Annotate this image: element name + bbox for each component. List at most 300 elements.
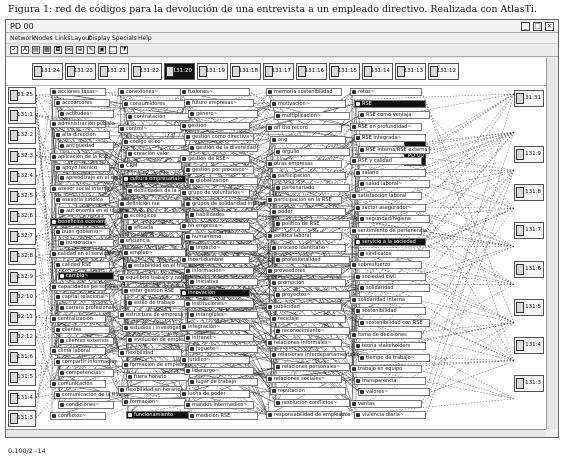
code-icon [128,413,132,417]
code-node[interactable] [354,273,426,281]
code-node[interactable] [118,200,182,208]
code-node[interactable] [118,311,182,319]
code-icon [56,166,60,170]
code-node[interactable] [50,347,106,355]
doc-icon[interactable]: ▤ [32,46,40,54]
code-label: intangibles~ [196,312,228,318]
link-line [430,358,514,361]
primary-doc-132-5[interactable] [8,188,36,205]
code-icon [272,317,276,321]
code-node[interactable] [118,88,182,96]
code-node[interactable] [350,296,422,304]
primary-doc-131-14[interactable] [362,63,393,80]
doc-label: 131:16 [305,68,324,74]
code-node[interactable] [350,331,422,339]
title-bar [6,20,558,33]
code-node[interactable] [58,142,114,150]
code-node[interactable] [122,398,186,406]
link-icon[interactable]: ⋈ [65,46,73,54]
primary-doc-131-5[interactable] [514,299,544,316]
document-icon [10,393,18,404]
code-node[interactable] [50,88,106,96]
document-icon [516,340,524,351]
code-icon [186,269,190,273]
code-node[interactable] [58,272,114,280]
primary-doc-132-3[interactable] [8,148,36,165]
code-node[interactable] [188,278,258,286]
code-label: humanismo [192,234,221,240]
code-label: RSE como ventaja [366,112,411,118]
code-node[interactable] [184,99,254,107]
code-node[interactable] [184,401,254,409]
code-icon [360,356,364,360]
code-icon [186,403,190,407]
code-node[interactable] [184,300,254,308]
code-node[interactable] [58,110,114,118]
code-node[interactable] [188,345,258,353]
code-node[interactable] [358,180,430,188]
code-node[interactable] [54,391,110,399]
menu-nodes[interactable]: Nodes [34,33,53,44]
primary-doc-131-9[interactable] [514,146,544,163]
code-node[interactable] [350,261,422,269]
code-node[interactable] [266,375,342,383]
doc-label: 131:25 [14,92,33,98]
code-icon [356,136,360,140]
code-node[interactable] [118,125,182,133]
status-bar: 0,100/2 -14 [8,446,46,456]
code-node[interactable] [274,399,350,407]
check-icon[interactable]: ✓ [10,46,18,54]
code-label: salud laboral~ [366,181,402,187]
code-node[interactable] [270,387,346,395]
code-label: equilibrio trabajo y no trabajo [126,275,200,281]
doc-label: 132:3 [17,153,33,159]
code-icon [272,138,276,142]
code-icon [352,90,356,94]
code-node[interactable] [274,148,350,156]
primary-doc-131-31[interactable] [514,90,544,107]
code-node[interactable] [266,339,342,347]
code-node[interactable] [354,411,426,419]
node-icon[interactable]: ◘ [54,46,62,54]
primary-doc-131-4[interactable] [8,390,36,407]
code-node[interactable] [58,239,114,247]
code-label: clientes [62,327,81,333]
primary-doc-131-1[interactable] [8,107,36,124]
code-icon [60,209,64,213]
code-label: conflictos~ [58,413,86,419]
code-label: hh empresa~ [188,223,222,229]
vertical-scrollbar[interactable] [546,58,557,429]
code-node[interactable] [122,287,186,295]
code-node[interactable] [350,400,422,408]
code-node[interactable] [184,334,254,342]
code-label: grupo de voluntarios~ [188,190,244,196]
code-node[interactable] [358,111,430,119]
code-node[interactable] [180,189,250,197]
code-node[interactable] [266,303,342,311]
code-icon [352,333,356,337]
menu-layout[interactable]: Layout [71,33,91,44]
code-node[interactable] [58,207,114,215]
code-node[interactable] [188,110,258,118]
code-node[interactable] [118,237,182,245]
code-icon [56,198,60,202]
code-node[interactable] [126,373,190,381]
code-node[interactable] [180,323,250,331]
code-icon [276,365,280,369]
code-label: control~ [126,126,148,132]
code-node[interactable] [50,412,106,420]
code-label: satisfacción laboral [358,193,406,199]
primary-doc-132-8[interactable] [8,248,36,265]
code-node[interactable] [54,131,110,139]
primary-doc-131-6[interactable] [514,261,544,278]
code-node[interactable] [184,133,254,141]
code-node[interactable] [118,386,182,394]
code-icon [120,313,124,317]
code-node[interactable] [50,185,106,193]
code-icon [52,382,56,386]
document-icon [10,312,18,323]
code-label: estilo de trabajo [134,300,175,306]
document-row [6,58,546,86]
code-node[interactable] [358,388,430,396]
code-node[interactable] [180,289,250,297]
code-node[interactable] [358,284,430,292]
code-node[interactable] [180,122,250,130]
code-node[interactable] [274,363,350,371]
code-label: flexibilidad [126,350,153,356]
primary-doc-131-16[interactable] [296,63,327,80]
code-node[interactable] [350,365,422,373]
code-node[interactable] [58,304,114,312]
code-node[interactable] [350,123,422,131]
code-node[interactable] [54,196,110,204]
primary-doc-131-15[interactable] [329,63,360,80]
code-label: aprendizaje en el empleo [66,175,129,181]
code-node[interactable] [188,144,258,152]
menu-links[interactable]: Links [55,33,70,44]
code-icon [268,269,272,273]
code-node[interactable] [188,211,258,219]
code-icon [182,224,186,228]
primary-doc-131-6[interactable] [8,349,36,366]
menu-network[interactable]: Network [10,33,35,44]
zoom-icon[interactable]: ⊕ [76,46,84,54]
code-node[interactable] [122,138,186,146]
code-node[interactable] [50,218,106,226]
layout-icon[interactable]: ▣ [98,46,106,54]
code-node[interactable] [358,215,430,223]
code-label: off the record [274,125,308,131]
code-node[interactable] [274,291,350,299]
code-node[interactable] [270,351,346,359]
code-label: eficacia [134,225,153,231]
code-label: relaciones personales~ [282,364,341,370]
code-node[interactable] [126,336,190,344]
code-node[interactable] [358,319,430,327]
code-node[interactable] [180,356,250,364]
code-node[interactable] [354,307,426,315]
document-icon [10,151,18,162]
code-node[interactable] [50,153,106,161]
code-node[interactable] [122,249,186,257]
code-node[interactable] [54,99,110,107]
code-node[interactable] [266,88,342,96]
primary-doc-131-20[interactable] [164,63,195,80]
code-label: multiplicación~ [282,113,321,119]
horizontal-scrollbar[interactable] [6,429,546,437]
code-node[interactable] [354,377,426,385]
code-node[interactable] [58,369,114,377]
code-label: RSE en profundidad~ [358,124,412,130]
primary-doc-131-3[interactable] [514,375,544,392]
select-icon[interactable]: ⬚ [109,46,117,54]
primary-doc-131-21[interactable] [98,63,129,80]
code-icon [60,371,64,375]
code-node[interactable] [354,169,426,177]
code-icon [272,210,276,214]
code-icon [272,281,276,285]
code-node[interactable] [180,390,250,398]
code-node[interactable] [126,411,190,419]
code-label: solidaridad interna [358,297,405,303]
primary-doc-131-25[interactable] [8,87,36,104]
minimize-button[interactable]: _ [521,22,530,31]
primary-doc-131-5[interactable] [8,369,36,386]
doc-label: 131:20 [173,68,192,74]
code-label: acciones tasas~ [58,89,99,95]
code-icon [120,239,124,243]
code-icon [52,220,56,224]
code-label: consumidores [130,101,165,107]
code-node[interactable] [266,124,342,132]
code-node[interactable] [358,146,430,154]
code-label: juguete~ [196,346,219,352]
code-node[interactable] [54,228,110,236]
code-icon [356,102,360,106]
code-node[interactable] [350,157,422,165]
code-node[interactable] [354,100,426,108]
code-node[interactable] [354,134,426,142]
document-icon [516,187,524,198]
primary-doc-131-23[interactable] [65,63,96,80]
code-node[interactable] [350,192,422,200]
code-node[interactable] [188,378,258,386]
code-node[interactable] [266,196,342,204]
primary-doc-131-3[interactable] [8,410,36,427]
code-node[interactable] [350,227,422,235]
doc-label: 131:4 [17,395,33,401]
code-node[interactable] [50,120,106,128]
code-icon [272,102,276,106]
code-node[interactable] [180,222,250,230]
grid-icon[interactable]: ▦ [43,46,51,54]
code-node[interactable] [266,267,342,275]
code-node[interactable] [274,184,350,192]
code-label: toma de decisiones [358,332,407,338]
code-node[interactable] [270,279,346,287]
code-node[interactable] [274,220,350,228]
primary-doc-131-19[interactable] [197,63,228,80]
code-node[interactable] [118,349,182,357]
code-node[interactable] [274,256,350,264]
code-label: RSE y calidad [358,158,392,164]
document-icon [166,66,174,77]
code-node[interactable] [118,162,182,170]
code-label: participación en la RSE [274,197,332,203]
code-node[interactable] [58,401,114,409]
code-label: reciclaje [278,316,299,322]
code-label: otras empresas [274,161,313,167]
code-node[interactable] [54,358,110,366]
code-icon [60,176,64,180]
primary-doc-131-24[interactable] [32,63,63,80]
code-label: motivación~ [278,101,310,107]
code-node[interactable] [274,112,350,120]
primary-doc-131-12[interactable] [428,63,459,80]
primary-doc-131-13[interactable] [395,63,426,80]
code-icon [182,325,186,329]
menu-help[interactable]: Help [138,33,152,44]
code-icon [60,112,64,116]
code-icon [268,377,272,381]
code-node[interactable] [266,160,342,168]
document-icon [10,191,18,202]
code-label: flexibilidad en horarios [126,387,183,393]
filter-icon[interactable]: ⧩ [120,46,128,54]
maximize-button[interactable]: □ [533,22,542,31]
code-node[interactable] [354,238,426,246]
primary-doc-132-2[interactable] [8,127,36,144]
primary-doc-132-4[interactable] [8,168,36,185]
code-node[interactable] [188,244,258,252]
pen-icon[interactable]: ✎ [87,46,95,54]
code-label: apoyo técnico [62,165,97,171]
code-node[interactable] [266,232,342,240]
primary-doc-131-4[interactable] [514,337,544,354]
primary-doc-131-17[interactable] [263,63,294,80]
text-icon[interactable]: A [21,46,29,54]
code-icon [52,252,56,256]
code-node[interactable] [270,172,346,180]
code-node[interactable] [184,166,254,174]
code-icon [52,90,56,94]
code-node[interactable] [184,367,254,375]
code-node[interactable] [58,337,114,345]
code-node[interactable] [180,155,250,163]
code-node[interactable] [122,175,186,183]
code-label: relaciones informales~ [274,340,332,346]
code-node[interactable] [50,250,106,258]
primary-doc-132-6[interactable] [8,208,36,225]
code-node[interactable] [184,233,254,241]
code-node[interactable] [50,283,106,291]
code-label: medición RSE [196,413,230,419]
code-node[interactable] [126,113,190,121]
code-label: lucha de poder [188,391,226,397]
primary-doc-132-9[interactable] [8,269,36,286]
code-node[interactable] [184,200,254,208]
document-icon [232,66,240,77]
code-node[interactable] [358,354,430,362]
code-label: ong [278,137,287,143]
code-node[interactable] [354,342,426,350]
code-node[interactable] [118,274,182,282]
menu-specials[interactable]: Specials [112,33,137,44]
primary-doc-132-10[interactable] [8,289,36,306]
code-label: centralización [58,316,93,322]
primary-doc-132-7[interactable] [8,228,36,245]
code-node[interactable] [188,311,258,319]
doc-label: 132:10 [14,294,33,300]
primary-doc-131-18[interactable] [230,63,261,80]
primary-doc-131-22[interactable] [131,63,162,80]
code-label: intranet~ [192,335,216,341]
code-node[interactable] [274,327,350,335]
code-label: estudios / investigación [130,325,189,331]
code-node[interactable] [188,177,258,185]
document-icon [516,149,524,160]
code-node[interactable] [270,315,346,323]
code-node[interactable] [50,380,106,388]
code-node[interactable] [54,293,110,301]
primary-doc-132-11[interactable] [8,309,36,326]
code-node[interactable] [270,244,346,252]
primary-doc-131-7[interactable] [514,222,544,239]
close-button[interactable]: × [545,22,554,31]
code-node[interactable] [180,88,250,96]
code-label: RSE integrada~ [362,135,402,141]
code-icon [190,414,194,418]
code-node[interactable] [122,361,186,369]
code-label: instituciones~ [192,301,228,307]
code-node[interactable] [122,324,186,332]
code-node[interactable] [350,88,422,96]
code-node[interactable] [270,208,346,216]
code-node[interactable] [358,250,430,258]
document-icon [298,66,306,77]
code-label: funcionamiento [134,412,173,418]
code-node[interactable] [270,136,346,144]
code-node[interactable] [184,267,254,275]
code-node[interactable] [126,299,190,307]
code-icon [124,326,128,330]
code-node[interactable] [266,411,342,419]
code-node[interactable] [270,100,346,108]
code-node[interactable] [58,174,114,182]
code-node[interactable] [122,212,186,220]
code-node[interactable] [122,100,186,108]
code-node[interactable] [188,412,258,420]
primary-doc-132-12[interactable] [8,329,36,346]
code-icon [352,229,356,233]
code-node[interactable] [54,326,110,334]
code-node[interactable] [54,164,110,172]
network-canvas[interactable] [6,86,546,429]
code-node[interactable] [54,261,110,269]
window-title: PD 00 [10,20,34,33]
code-node[interactable] [50,315,106,323]
primary-doc-131-8[interactable] [514,184,544,201]
code-node[interactable] [354,204,426,212]
code-label: sindicatos [366,251,391,257]
menu-display[interactable]: Display [88,33,110,44]
code-icon [360,390,364,394]
code-node[interactable] [180,256,250,264]
